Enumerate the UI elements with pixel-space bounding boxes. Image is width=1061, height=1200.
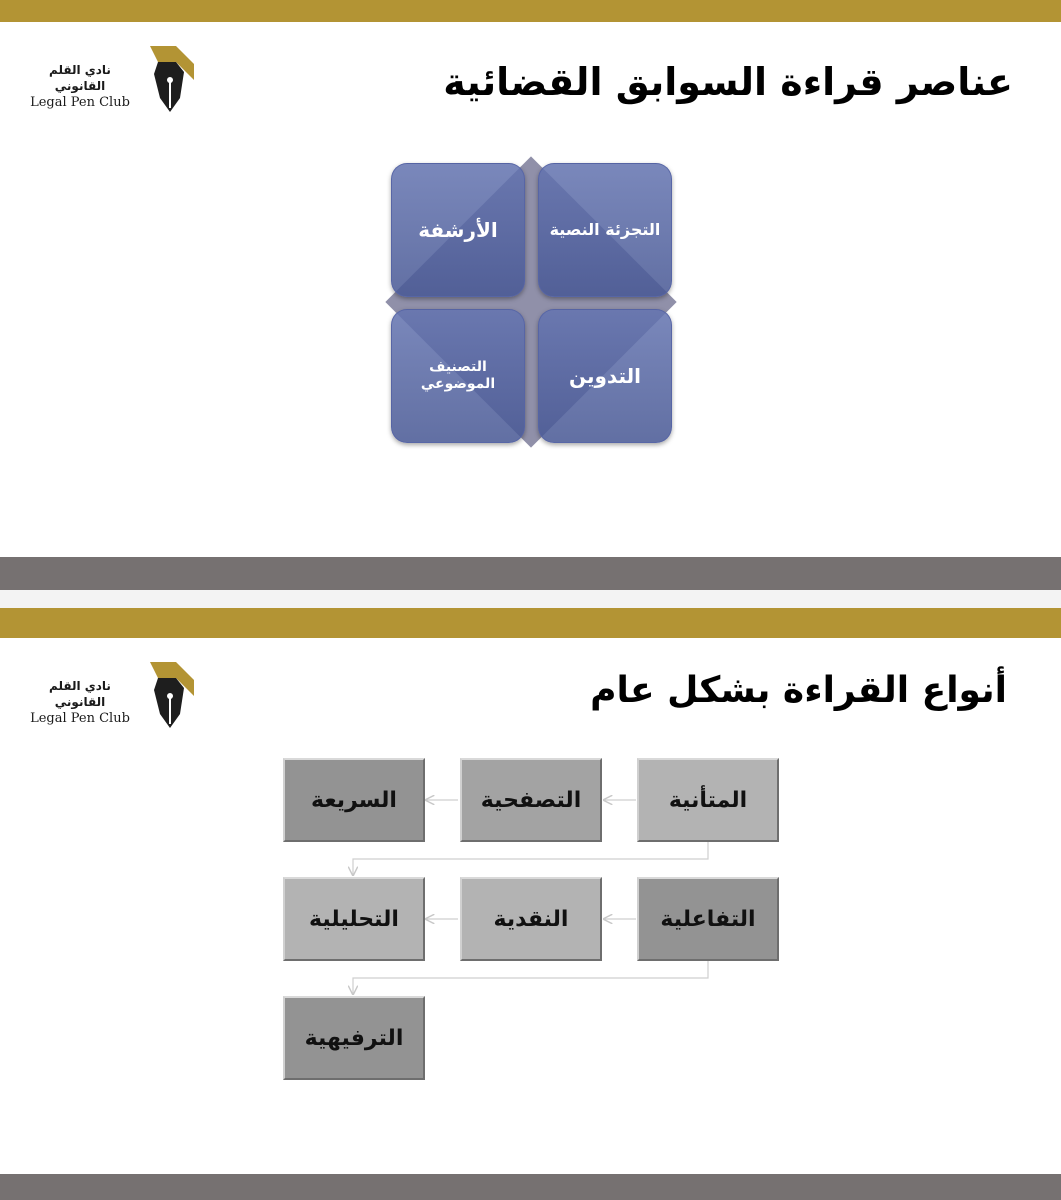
slide-reading-precedents bbox=[0, 0, 1061, 590]
logo-english-text: Legal Pen Club bbox=[30, 95, 130, 110]
matrix-cell-topic-classification: التصنيف الموضوعي bbox=[391, 309, 525, 443]
slide-reading-types bbox=[0, 608, 1061, 1200]
pen-nib-icon bbox=[136, 40, 200, 120]
gray-bottom-bar bbox=[0, 1174, 1061, 1200]
logo-arabic-text: نادي القلم القانوني bbox=[49, 63, 111, 93]
flow-step-recreational: الترفيهية bbox=[283, 996, 425, 1080]
gold-top-bar bbox=[0, 0, 1061, 22]
flow-arrow bbox=[353, 842, 708, 875]
matrix-cell-text-segmentation: التجزئة النصية bbox=[538, 163, 672, 297]
flow-step-skimming: التصفحية bbox=[460, 758, 602, 842]
gray-bottom-bar bbox=[0, 557, 1061, 590]
flow-step-critical: النقدية bbox=[460, 877, 602, 961]
matrix-cell-note-taking: التدوين bbox=[538, 309, 672, 443]
logo-arabic-text: نادي القلم القانوني bbox=[49, 679, 111, 709]
logo-legal-pen-club bbox=[24, 40, 194, 120]
matrix-cell-archiving: الأرشفة bbox=[391, 163, 525, 297]
flow-step-deliberate: المتأنية bbox=[637, 758, 779, 842]
flow-step-interactive: التفاعلية bbox=[637, 877, 779, 961]
flow-step-speed: السريعة bbox=[283, 758, 425, 842]
slide-title: عناصر قراءة السوابق القضائية bbox=[443, 60, 1013, 104]
flow-step-analytical: التحليلية bbox=[283, 877, 425, 961]
flow-arrow bbox=[353, 961, 708, 994]
slide-title: أنواع القراءة بشكل عام bbox=[590, 670, 1007, 711]
logo-english-text: Legal Pen Club bbox=[30, 711, 130, 726]
